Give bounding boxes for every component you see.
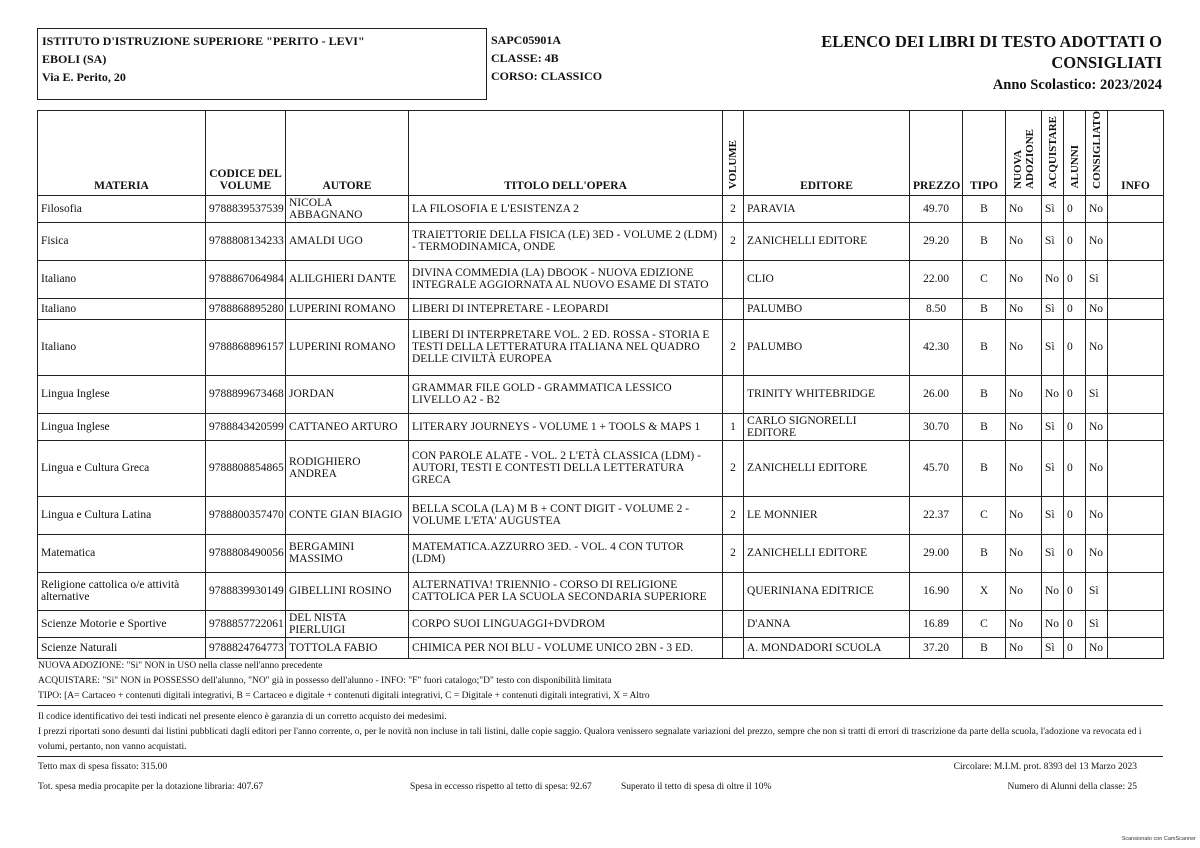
cell-acquistare: Sì <box>1042 440 1064 496</box>
cell-alunni: 0 <box>1064 610 1086 637</box>
cell-acquistare: Sì <box>1042 534 1064 572</box>
footer-tetto: Tetto max di spesa fissato: 315.00 <box>38 762 168 772</box>
header-editore: EDITORE <box>744 111 910 196</box>
cell-titolo: LA FILOSOFIA E L'ESISTENZA 2 <box>409 195 723 222</box>
note-prices: I prezzi riportati sono desunti dai listini pubblicati dagli editori per l'anno corrente, o, per le novità non incluse in tali listini, dalle copie saggio. Qualora venissero segnalate variazioni del prezzo, sempre che non si tratti di errori di trascrizione da parte della scuola, l'adozione va revocata ed i volumi, pertanto, non vanno acquistati. <box>38 727 1142 752</box>
cell-alunni: 0 <box>1064 534 1086 572</box>
cell-editore: A. MONDADORI SCUOLA <box>744 637 910 658</box>
cell-tipo: B <box>963 637 1006 658</box>
header-alunni <box>1064 111 1086 196</box>
cell-info <box>1108 260 1164 298</box>
cell-alunni: 0 <box>1064 195 1086 222</box>
table-row <box>38 610 1164 637</box>
cell-volume: 2 <box>723 496 744 534</box>
cell-titolo: BELLA SCOLA (LA) M B + CONT DIGIT - VOLUME 2 - VOLUME L'ETA' AUGUSTEA <box>409 496 723 534</box>
title-line-1: ELENCO DEI LIBRI DI TESTO ADOTTATI O <box>821 32 1162 51</box>
document-title <box>782 31 1162 95</box>
cell-alunni: 0 <box>1064 298 1086 319</box>
cell-consigliato: Sì <box>1086 572 1108 610</box>
cell-acquistare: No <box>1042 260 1064 298</box>
footer-spesa-media: Tot. spesa media procapite per la dotazione libraria: 407.67 <box>38 782 264 792</box>
table-row <box>38 496 1164 534</box>
cell-autore: TOTTOLA FABIO <box>286 637 409 658</box>
cell-consigliato: No <box>1086 298 1108 319</box>
cell-tipo: C <box>963 260 1006 298</box>
cell-codice: 9788868895280 <box>206 298 286 319</box>
header-nuova-text <box>1012 129 1036 189</box>
notes <box>38 710 1158 755</box>
header-codice-line1: CODICE DEL <box>209 167 282 180</box>
cell-titolo: DIVINA COMMEDIA (LA) DBOOK - NUOVA EDIZIONE INTEGRALE AGGIORNATA AL NUOVO ESAME DI STATO <box>409 260 723 298</box>
cell-prezzo: 22.00 <box>910 260 963 298</box>
header-consigliato-text: CONSIGLIATO <box>1090 111 1103 189</box>
footer-circolare: Circolare: M.I.M. prot. 8393 del 13 Marzo 2023 <box>953 762 1137 772</box>
cell-acquistare: No <box>1042 610 1064 637</box>
table-row <box>38 319 1164 375</box>
cell-alunni: 0 <box>1064 637 1086 658</box>
table-body <box>38 195 1164 658</box>
cell-volume: 2 <box>723 440 744 496</box>
table-row <box>38 375 1164 413</box>
cell-volume <box>723 298 744 319</box>
cell-prezzo: 37.20 <box>910 637 963 658</box>
cell-info <box>1108 222 1164 260</box>
cell-info <box>1108 298 1164 319</box>
cell-editore: CLIO <box>744 260 910 298</box>
cell-editore: PALUMBO <box>744 319 910 375</box>
divider-bottom <box>37 756 1163 757</box>
cell-nuova-adozione: No <box>1006 496 1042 534</box>
cell-acquistare: No <box>1042 375 1064 413</box>
cell-tipo: B <box>963 319 1006 375</box>
cell-alunni: 0 <box>1064 222 1086 260</box>
cell-volume: 1 <box>723 413 744 440</box>
school-year: Anno Scolastico: 2023/2024 <box>992 77 1162 93</box>
cell-info <box>1108 319 1164 375</box>
legend-tipo: TIPO: [A= Cartaceo + contenuti digitali integrativi, B = Cartaceo e digitale + contenuti digitali integrativi, C = Digitale + contenuti digitali integrativi, X = Altro <box>38 691 650 701</box>
cell-alunni: 0 <box>1064 496 1086 534</box>
cell-consigliato: No <box>1086 440 1108 496</box>
legend-acquistare: ACQUISTARE: "Si" NON in POSSESSO dell'alunno, "NO" già in possesso dell'alunno - INFO: "F" fuori catalogo;"D" testo con disponibilità limitata <box>38 676 612 686</box>
cell-materia: Lingua e Cultura Greca <box>38 440 206 496</box>
cell-codice: 9788867064984 <box>206 260 286 298</box>
cell-nuova-adozione: No <box>1006 195 1042 222</box>
footer-alunni: Numero di Alunni della classe: 25 <box>1007 782 1137 792</box>
course-label: CORSO: CLASSICO <box>491 69 603 83</box>
cell-nuova-adozione: No <box>1006 534 1042 572</box>
cell-codice: 9788824764773 <box>206 637 286 658</box>
cell-alunni: 0 <box>1064 440 1086 496</box>
cell-materia: Filosofia <box>38 195 206 222</box>
cell-nuova-adozione: No <box>1006 413 1042 440</box>
cell-consigliato: No <box>1086 319 1108 375</box>
cell-editore: CARLO SIGNORELLI EDITORE <box>744 413 910 440</box>
school-city: EBOLI (SA) <box>42 52 107 66</box>
table-row <box>38 413 1164 440</box>
cell-volume <box>723 260 744 298</box>
cell-alunni: 0 <box>1064 375 1086 413</box>
cell-consigliato: Sì <box>1086 375 1108 413</box>
cell-editore: PALUMBO <box>744 298 910 319</box>
cell-tipo: X <box>963 572 1006 610</box>
cell-autore: RODIGHIERO ANDREA <box>286 440 409 496</box>
cell-consigliato: No <box>1086 222 1108 260</box>
cell-codice: 9788857722061 <box>206 610 286 637</box>
cell-tipo: C <box>963 496 1006 534</box>
cell-autore: DEL NISTA PIERLUIGI <box>286 610 409 637</box>
cell-prezzo: 49.70 <box>910 195 963 222</box>
cell-titolo: MATEMATICA.AZZURRO 3ED. - VOL. 4 CON TUTOR (LDM) <box>409 534 723 572</box>
table-row <box>38 572 1164 610</box>
header-nuova-adozione <box>1006 111 1042 196</box>
cell-autore: BERGAMINI MASSIMO <box>286 534 409 572</box>
cell-info <box>1108 195 1164 222</box>
cell-materia: Lingua Inglese <box>38 375 206 413</box>
header-autore: AUTORE <box>286 111 409 196</box>
cell-editore: D'ANNA <box>744 610 910 637</box>
cell-titolo: ALTERNATIVA! TRIENNIO - CORSO DI RELIGIONE CATTOLICA PER LA SCUOLA SECONDARIA SUPERIORE <box>409 572 723 610</box>
cell-nuova-adozione: No <box>1006 637 1042 658</box>
school-info-box <box>37 28 487 100</box>
table-row <box>38 195 1164 222</box>
cell-info <box>1108 637 1164 658</box>
legend <box>38 659 1164 704</box>
cell-prezzo: 29.20 <box>910 222 963 260</box>
cell-prezzo: 45.70 <box>910 440 963 496</box>
header-alunni-text: ALUNNI <box>1068 145 1081 189</box>
cell-consigliato: No <box>1086 413 1108 440</box>
cell-materia: Lingua Inglese <box>38 413 206 440</box>
cell-editore: ZANICHELLI EDITORE <box>744 222 910 260</box>
note-code: Il codice identificativo dei testi indicati nel presente elenco è garanzia di un corretto acquisto dei medesimi. <box>38 712 447 722</box>
cell-acquistare: Sì <box>1042 496 1064 534</box>
cell-acquistare: Sì <box>1042 637 1064 658</box>
scanner-watermark: Scansionato con CamScanner <box>1121 836 1196 842</box>
cell-alunni: 0 <box>1064 260 1086 298</box>
cell-tipo: B <box>963 440 1006 496</box>
cell-info <box>1108 375 1164 413</box>
cell-tipo: B <box>963 222 1006 260</box>
header-materia: MATERIA <box>38 111 206 196</box>
cell-editore: ZANICHELLI EDITORE <box>744 440 910 496</box>
cell-editore: PARAVIA <box>744 195 910 222</box>
table-row <box>38 260 1164 298</box>
cell-nuova-adozione: No <box>1006 610 1042 637</box>
cell-info <box>1108 572 1164 610</box>
cell-consigliato: No <box>1086 496 1108 534</box>
footer-eccesso: Spesa in eccesso rispetto al tetto di spesa: 92.67 <box>410 782 592 792</box>
cell-prezzo: 26.00 <box>910 375 963 413</box>
cell-prezzo: 8.50 <box>910 298 963 319</box>
cell-codice: 9788839930149 <box>206 572 286 610</box>
table-row <box>38 440 1164 496</box>
cell-acquistare: Sì <box>1042 413 1064 440</box>
cell-autore: NICOLA ABBAGNANO <box>286 195 409 222</box>
cell-titolo: TRAIETTORIE DELLA FISICA (LE) 3ED - VOLUME 2 (LDM) - TERMODINAMICA, ONDE <box>409 222 723 260</box>
cell-autore: LUPERINI ROMANO <box>286 298 409 319</box>
cell-editore: LE MONNIER <box>744 496 910 534</box>
cell-prezzo: 22.37 <box>910 496 963 534</box>
school-code: SAPC05901A <box>491 33 562 47</box>
cell-volume <box>723 572 744 610</box>
cell-consigliato: No <box>1086 637 1108 658</box>
header-acquistare-text: ACQUISTARE <box>1046 116 1059 189</box>
header-nuova-line1: NUOVA <box>1011 149 1024 189</box>
cell-codice: 9788868896157 <box>206 319 286 375</box>
cell-titolo: LITERARY JOURNEYS - VOLUME 1 + TOOLS & MAPS 1 <box>409 413 723 440</box>
cell-codice: 9788808854865 <box>206 440 286 496</box>
cell-nuova-adozione: No <box>1006 375 1042 413</box>
cell-codice: 9788843420599 <box>206 413 286 440</box>
cell-titolo: LIBERI DI INTEPRETARE - LEOPARDI <box>409 298 723 319</box>
school-address: Via E. Perito, 20 <box>42 70 126 84</box>
footer-superato: Superato il tetto di spesa di oltre il 10% <box>621 782 772 792</box>
cell-autore: JORDAN <box>286 375 409 413</box>
cell-tipo: B <box>963 534 1006 572</box>
cell-info <box>1108 496 1164 534</box>
table-row <box>38 534 1164 572</box>
cell-volume: 2 <box>723 534 744 572</box>
cell-info <box>1108 413 1164 440</box>
header-volume-text: VOLUME <box>727 139 739 189</box>
cell-prezzo: 29.00 <box>910 534 963 572</box>
cell-autore: AMALDI UGO <box>286 222 409 260</box>
cell-acquistare: Sì <box>1042 298 1064 319</box>
cell-alunni: 0 <box>1064 319 1086 375</box>
cell-consigliato: No <box>1086 534 1108 572</box>
title-line-2: CONSIGLIATI <box>1051 53 1162 72</box>
cell-nuova-adozione: No <box>1006 298 1042 319</box>
cell-editore: TRINITY WHITEBRIDGE <box>744 375 910 413</box>
cell-volume: 2 <box>723 319 744 375</box>
cell-materia: Scienze Naturali <box>38 637 206 658</box>
cell-codice: 9788808490056 <box>206 534 286 572</box>
cell-titolo: CON PAROLE ALATE - VOL. 2 L'ETÀ CLASSICA (LDM) - AUTORI, TESTI E CONTESTI DELLA LETTERATURA GRECA <box>409 440 723 496</box>
header-codice-line2: VOLUME <box>219 179 272 192</box>
header-tipo: TIPO <box>963 111 1006 196</box>
cell-autore: GIBELLINI ROSINO <box>286 572 409 610</box>
books-table <box>37 110 1164 659</box>
cell-volume: 2 <box>723 195 744 222</box>
cell-tipo: B <box>963 413 1006 440</box>
table-row <box>38 222 1164 260</box>
cell-codice: 9788839537539 <box>206 195 286 222</box>
cell-materia: Lingua e Cultura Latina <box>38 496 206 534</box>
cell-volume <box>723 637 744 658</box>
cell-materia: Religione cattolica o/e attività alternative <box>38 572 206 610</box>
cell-autore: CONTE GIAN BIAGIO <box>286 496 409 534</box>
cell-prezzo: 42.30 <box>910 319 963 375</box>
cell-materia: Matematica <box>38 534 206 572</box>
cell-autore: ALILGHIERI DANTE <box>286 260 409 298</box>
divider-top <box>37 705 1163 706</box>
cell-info <box>1108 440 1164 496</box>
cell-materia: Scienze Motorie e Sportive <box>38 610 206 637</box>
cell-editore: ZANICHELLI EDITORE <box>744 534 910 572</box>
cell-consigliato: Sì <box>1086 260 1108 298</box>
header-consigliato <box>1086 111 1108 196</box>
cell-acquistare: Sì <box>1042 222 1064 260</box>
cell-prezzo: 30.70 <box>910 413 963 440</box>
cell-alunni: 0 <box>1064 413 1086 440</box>
cell-codice: 9788808134233 <box>206 222 286 260</box>
cell-prezzo: 16.89 <box>910 610 963 637</box>
cell-info <box>1108 610 1164 637</box>
class-info <box>491 31 691 85</box>
school-name: ISTITUTO D'ISTRUZIONE SUPERIORE "PERITO - LEVI" <box>42 34 365 48</box>
cell-codice: 9788800357470 <box>206 496 286 534</box>
cell-info <box>1108 534 1164 572</box>
cell-nuova-adozione: No <box>1006 440 1042 496</box>
cell-tipo: B <box>963 298 1006 319</box>
class-label: CLASSE: 4B <box>491 51 559 65</box>
header-titolo: TITOLO DELL'OPERA <box>409 111 723 196</box>
cell-nuova-adozione: No <box>1006 319 1042 375</box>
cell-editore: QUERINIANA EDITRICE <box>744 572 910 610</box>
cell-titolo: GRAMMAR FILE GOLD - GRAMMATICA LESSICO LIVELLO A2 - B2 <box>409 375 723 413</box>
cell-materia: Italiano <box>38 319 206 375</box>
cell-nuova-adozione: No <box>1006 222 1042 260</box>
cell-titolo: CORPO SUOI LINGUAGGI+DVDROM <box>409 610 723 637</box>
table-header-row <box>38 111 1164 196</box>
header-volume <box>723 111 744 196</box>
cell-acquistare: Sì <box>1042 195 1064 222</box>
header-codice <box>206 111 286 196</box>
cell-nuova-adozione: No <box>1006 572 1042 610</box>
cell-alunni: 0 <box>1064 572 1086 610</box>
header-info: INFO <box>1108 111 1164 196</box>
cell-titolo: CHIMICA PER NOI BLU - VOLUME UNICO 2BN - 3 ED. <box>409 637 723 658</box>
cell-volume <box>723 610 744 637</box>
table-row <box>38 298 1164 319</box>
cell-materia: Fisica <box>38 222 206 260</box>
cell-consigliato: Sì <box>1086 610 1108 637</box>
cell-consigliato: No <box>1086 195 1108 222</box>
cell-autore: CATTANEO ARTURO <box>286 413 409 440</box>
cell-titolo: LIBERI DI INTERPRETARE VOL. 2 ED. ROSSA - STORIA E TESTI DELLA LETTERATURA ITALIANA NEL QUADRO DELLE CIVILTÀ EUROPEA <box>409 319 723 375</box>
cell-acquistare: Sì <box>1042 319 1064 375</box>
cell-prezzo: 16.90 <box>910 572 963 610</box>
cell-materia: Italiano <box>38 260 206 298</box>
cell-tipo: B <box>963 195 1006 222</box>
cell-autore: LUPERINI ROMANO <box>286 319 409 375</box>
header-prezzo: PREZZO <box>910 111 963 196</box>
cell-volume: 2 <box>723 222 744 260</box>
table-row <box>38 637 1164 658</box>
cell-tipo: B <box>963 375 1006 413</box>
cell-acquistare: No <box>1042 572 1064 610</box>
cell-tipo: C <box>963 610 1006 637</box>
header-acquistare <box>1042 111 1064 196</box>
cell-nuova-adozione: No <box>1006 260 1042 298</box>
cell-materia: Italiano <box>38 298 206 319</box>
legend-nuova: NUOVA ADOZIONE: "Si" NON in USO nella classe nell'anno precedente <box>38 661 323 671</box>
cell-codice: 9788899673468 <box>206 375 286 413</box>
cell-volume <box>723 375 744 413</box>
header-nuova-line2: ADOZIONE <box>1023 128 1036 189</box>
